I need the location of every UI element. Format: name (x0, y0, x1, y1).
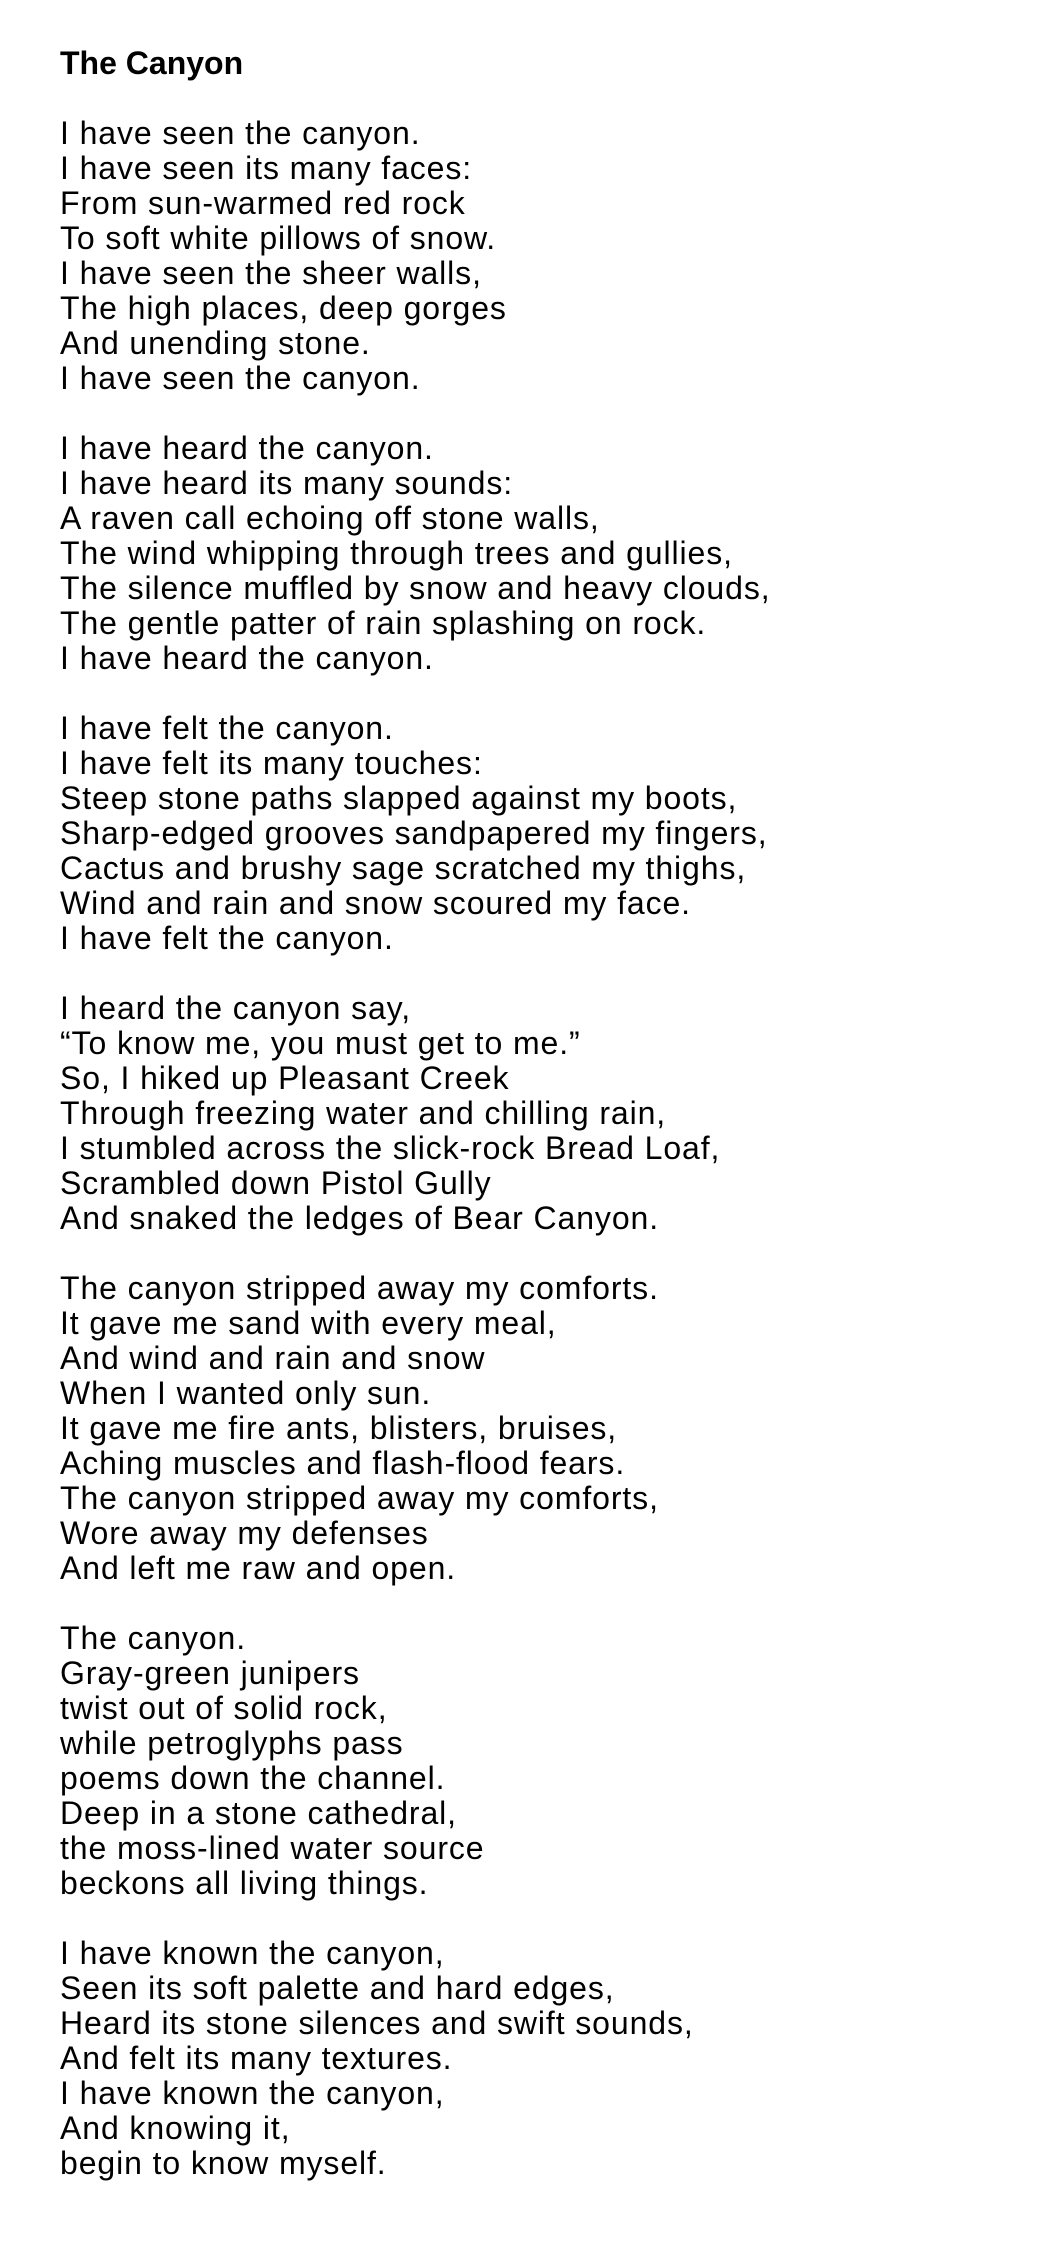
poem-line: The canyon stripped away my comforts, (60, 1480, 659, 1516)
poem-line: Gray-green junipers (60, 1655, 360, 1691)
poem-line: I have seen the canyon. (60, 360, 421, 396)
poem-line: I have known the canyon, (60, 1935, 445, 1971)
poem-line: Wind and rain and snow scoured my face. (60, 885, 691, 921)
poem-body (60, 116, 1020, 2181)
poem-line: Scrambled down Pistol Gully (60, 1165, 492, 1201)
stanza-6 (60, 1621, 1020, 1901)
poem-line: And felt its many textures. (60, 2040, 453, 2076)
poem-line: begin to know myself. (60, 2145, 387, 2181)
poem-line: And snaked the ledges of Bear Canyon. (60, 1200, 660, 1236)
poem-line: And wind and rain and snow (60, 1340, 486, 1376)
poem-line: I have seen the canyon. (60, 115, 421, 151)
poem-line: Wore away my defenses (60, 1515, 429, 1551)
poem-line: poems down the channel. (60, 1760, 446, 1796)
stanza-2 (60, 431, 1020, 676)
stanza-1 (60, 116, 1020, 396)
poem-line: Heard its stone silences and swift sounds, (60, 2005, 694, 2041)
poem-line: the moss-lined water source (60, 1830, 485, 1866)
poem-line: “To know me, you must get to me.” (60, 1025, 581, 1061)
poem-line: From sun-warmed red rock (60, 185, 466, 221)
stanza-5 (60, 1271, 1020, 1586)
stanza-3 (60, 711, 1020, 956)
poem-line: Steep stone paths slapped against my boots, (60, 780, 738, 816)
poem-line: So, I hiked up Pleasant Creek (60, 1060, 510, 1096)
poem-line: I have heard the canyon. (60, 430, 434, 466)
poem-line: To soft white pillows of snow. (60, 220, 497, 256)
stanza-4 (60, 991, 1020, 1236)
poem-line: I have felt the canyon. (60, 710, 394, 746)
poem-line: And left me raw and open. (60, 1550, 457, 1586)
poem-line: I have seen the sheer walls, (60, 255, 482, 291)
poem-line: And unending stone. (60, 325, 371, 361)
poem-line: And knowing it, (60, 2110, 291, 2146)
poem-line: The canyon stripped away my comforts. (60, 1270, 659, 1306)
poem-line: The high places, deep gorges (60, 290, 507, 326)
poem-line: When I wanted only sun. (60, 1375, 432, 1411)
stanza-7 (60, 1936, 1020, 2181)
poem-line: I have heard the canyon. (60, 640, 434, 676)
poem-line: It gave me sand with every meal, (60, 1305, 557, 1341)
poem-line: Deep in a stone cathedral, (60, 1795, 457, 1831)
poem-line: I have felt its many touches: (60, 745, 483, 781)
poem-line: I have heard its many sounds: (60, 465, 514, 501)
poem-line: Seen its soft palette and hard edges, (60, 1970, 615, 2006)
poem-line: The canyon. (60, 1620, 247, 1656)
poem-line: twist out of solid rock, (60, 1690, 388, 1726)
poem-line: Cactus and brushy sage scratched my thighs, (60, 850, 747, 886)
poem-line: I heard the canyon say, (60, 990, 411, 1026)
poem-line: Aching muscles and flash-flood fears. (60, 1445, 626, 1481)
poem-line: I stumbled across the slick-rock Bread Loaf, (60, 1130, 721, 1166)
document-page (60, 46, 1020, 2216)
poem-title: The Canyon (60, 45, 244, 81)
poem-line: A raven call echoing off stone walls, (60, 500, 600, 536)
poem-line: The gentle patter of rain splashing on rock. (60, 605, 707, 641)
poem-line: It gave me fire ants, blisters, bruises, (60, 1410, 618, 1446)
poem-line: The silence muffled by snow and heavy clouds, (60, 570, 771, 606)
poem-line: I have seen its many faces: (60, 150, 473, 186)
poem-line: I have known the canyon, (60, 2075, 445, 2111)
poem-line: while petroglyphs pass (60, 1725, 404, 1761)
poem-line: I have felt the canyon. (60, 920, 394, 956)
poem-line: beckons all living things. (60, 1865, 429, 1901)
poem-line: Through freezing water and chilling rain, (60, 1095, 667, 1131)
poem-line: Sharp-edged grooves sandpapered my fingers, (60, 815, 768, 851)
poem-line: The wind whipping through trees and gullies, (60, 535, 733, 571)
